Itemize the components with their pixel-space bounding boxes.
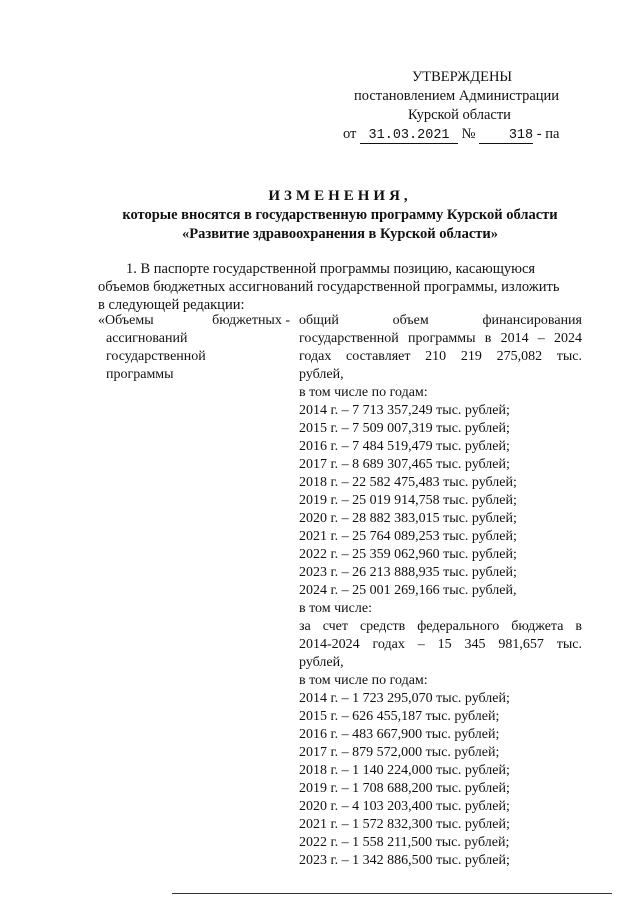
year-amount-line: 2018 г. – 1 140 224,000 тыс. рублей; [299,763,510,778]
year-amount-line: 2016 г. – 483 667,900 тыс. рублей; [299,727,500,742]
position-label-line: программы [106,367,174,382]
year-amount-line: 2021 г. – 1 572 832,300 тыс. рублей; [299,817,510,832]
year-amount-line: 2019 г. – 25 019 914,758 тыс. рублей; [299,493,517,508]
including-label: в том числе: [299,601,372,616]
year-amount-line: 2018 г. – 22 582 475,483 тыс. рублей; [299,475,517,490]
heading-program-name: «Развитие здравоохранения в Курской области» [182,226,498,242]
year-amount-line: 2020 г. – 28 882 383,015 тыс. рублей; [299,511,517,526]
federal-financing-line: 2014-2024 годах – 15 345 981,657 тыс. [299,637,582,652]
total-financing-line: государственной программы в 2014 – 2024 [299,331,582,346]
position-value [299,312,582,870]
total-financing-line: рублей, [299,367,344,382]
paragraph-1 [98,260,582,314]
position-label-line: государственной [106,349,206,364]
total-financing-line: общий объем финансирования [299,313,582,328]
position-label-part: бюджетных - [212,313,290,328]
year-amount-line: 2022 г. – 1 558 211,500 тыс. рублей; [299,835,510,850]
year-amount-line: 2024 г. – 25 001 269,166 тыс. рублей, [299,583,517,598]
years-federal-list [299,690,582,870]
changes-heading [60,187,620,244]
number-suffix: - па [536,126,560,142]
year-amount-line: 2015 г. – 7 509 007,319 тыс. рублей; [299,421,510,436]
footer-rule [172,893,612,894]
from-label: от [343,126,357,142]
year-amount-line: 2016 г. – 7 484 519,479 тыс. рублей; [299,439,510,454]
year-amount-line: 2019 г. – 1 708 688,200 тыс. рублей; [299,781,510,796]
federal-financing-line: рублей, [299,655,344,670]
approval-date: 31.03.2021 [360,128,458,144]
year-amount-line: 2017 г. – 879 572,000 тыс. рублей; [299,745,500,760]
by-years-label: в том числе по годам: [299,673,428,688]
position-label-line: ассигнований [106,331,188,346]
approval-block [340,68,590,144]
heading-title: ИЗМЕНЕНИЯ, [268,188,412,204]
federal-financing-line: за счет средств федерального бюджета в [299,619,582,634]
position-label-part: «Объемы [98,313,154,328]
year-amount-line: 2022 г. – 25 359 062,960 тыс. рублей; [299,547,517,562]
approval-region: Курской области [408,107,511,123]
year-amount-line: 2014 г. – 7 713 357,249 тыс. рублей; [299,403,510,418]
years-total-list [299,402,582,600]
year-amount-line: 2015 г. – 626 455,187 тыс. рублей; [299,709,500,724]
year-amount-line: 2021 г. – 25 764 089,253 тыс. рублей; [299,529,517,544]
approval-number: 318 [479,128,533,144]
year-amount-line: 2023 г. – 1 342 886,500 тыс. рублей; [299,853,510,868]
approval-date-number [340,125,590,144]
total-financing-line: годах составляет 210 219 275,082 тыс. [299,349,582,364]
paragraph-line: в следующей редакции: [98,297,245,313]
paragraph-line: объемов бюджетных ассигнований государственной программы, изложить [98,279,560,295]
position-label [98,312,290,384]
approval-resolution: постановлением Администрации [354,88,560,104]
position-label-line [98,312,290,330]
year-amount-line: 2014 г. – 1 723 295,070 тыс. рублей; [299,691,510,706]
year-amount-line: 2020 г. – 4 103 203,400 тыс. рублей; [299,799,510,814]
approval-title: УТВЕРЖДЕНЫ [412,69,513,85]
year-amount-line: 2017 г. – 8 689 307,465 тыс. рублей; [299,457,510,472]
paragraph-line: 1. В паспорте государственной программы позицию, касающуюся [126,261,536,277]
number-sign: № [461,126,476,142]
by-years-label: в том числе по годам: [299,385,428,400]
year-amount-line: 2023 г. – 26 213 888,935 тыс. рублей; [299,565,517,580]
heading-subtitle: которые вносятся в государственную программу Курской области [122,207,558,223]
